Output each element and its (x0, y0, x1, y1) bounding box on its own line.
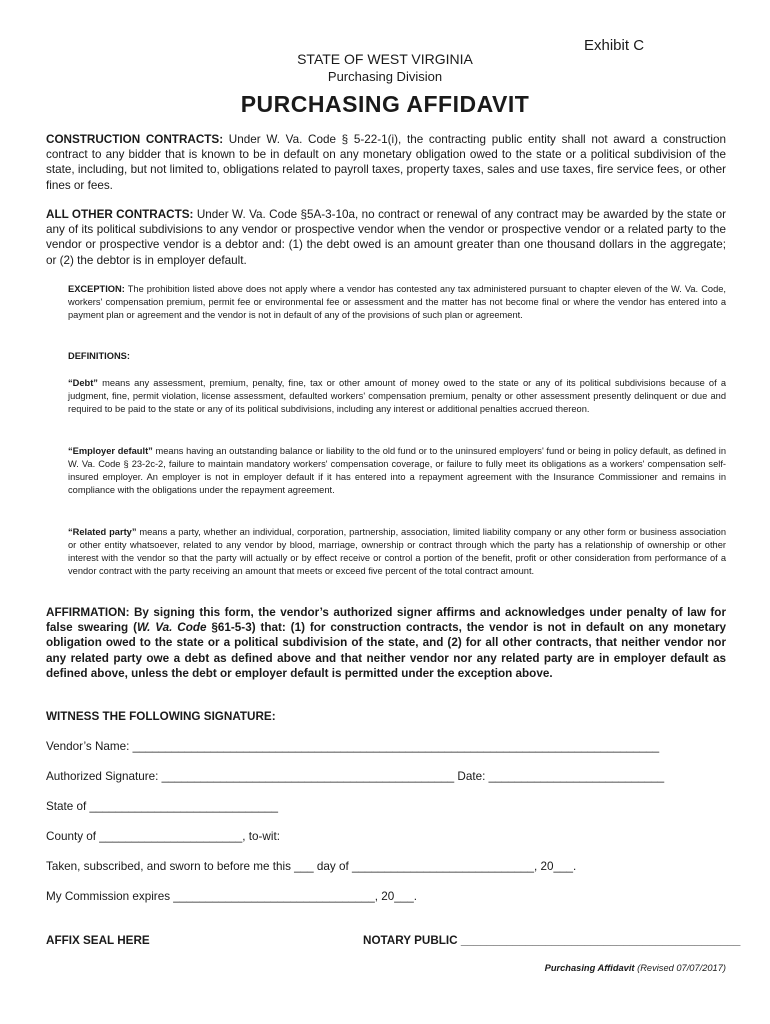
other-contracts-paragraph (46, 207, 726, 268)
notary-public-label: NOTARY PUBLIC ___________________________________________ (363, 934, 741, 947)
definitions-heading: DEFINITIONS: (68, 351, 130, 361)
related-party-text: means a party, whether an individual, corporation, partnership, association, limited liability company or any other form or business association or other entity whatsoever, related to any vendor by blood, marriage, ownership or contract through which the party has a relationship of ownership or other interest with the vendor so that the party will actually or by effect receive or control a portion of the benefit, profit or other consideration from performance of a vendor contract with the party receiving an amount that meets or exceed five percent of the total contract amount. (68, 527, 726, 576)
affirmation-part1: AFFIRMATION: By signing this form, the vendor’s authorized signer affirms and acknowledges under penalty of law for false swearing ( (46, 606, 726, 635)
other-contracts-text: Under W. Va. Code §5A-3-10a, no contract or renewal of any contract may be awarded by the state or any of its political subdivisions to any vendor or prospective vendor when the vendor or prospective vendor or a related party to the vendor or prospective vendor is a debtor and: (1) the debt owed is an amount greater than one thousand dollars in the aggregate; or (2) the debtor is in employer default. (46, 208, 726, 267)
county-of-field[interactable]: County of ______________________, to-wit: (46, 830, 280, 843)
construction-contracts-label: CONSTRUCTION CONTRACTS: (46, 133, 224, 146)
page-title: PURCHASING AFFIDAVIT (240, 91, 530, 117)
other-contracts-label: ALL OTHER CONTRACTS: (46, 208, 194, 221)
state-of-field[interactable]: State of _____________________________ (46, 800, 279, 813)
authorized-signature-field[interactable]: Authorized Signature: _____________________________________________ Date: ___________________________ (46, 770, 665, 783)
employer-default-text: means having an outstanding balance or liability to the old fund or to the uninsured employers' fund or being in policy default, as defined in W. Va. Code § 23-2c-2, failure to maintain mandatory workers' compensation coverage, or failure to fully meet its obligations as a workers' compensation self-insured employer. An employer is not in employer default if it has entered into a repayment agreement with the Insurance Commissioner and remains in compliance with the obligations under the repayment agreement. (68, 446, 726, 495)
construction-contracts-paragraph (46, 132, 726, 193)
affirmation-paragraph (46, 605, 726, 681)
debt-term: “Debt” (68, 378, 98, 388)
employer-default-definition (68, 445, 726, 497)
related-party-definition (68, 526, 726, 578)
exception-text: The prohibition listed above does not apply where a vendor has contested any tax administered pursuant to chapter eleven of the W. Va. Code, workers' compensation premium, permit fee or environmental fee or assessment and the matter has not become final or where the vendor has entered into a payment plan or agreement and the vendor is not in default of any of the provisions of such plan or agreement. (68, 284, 726, 320)
debt-definition (68, 377, 726, 416)
exception-paragraph (68, 283, 726, 322)
employer-default-term: “Employer default” (68, 446, 153, 456)
footer-revision (545, 963, 726, 973)
exception-label: EXCEPTION: (68, 284, 125, 294)
sworn-date-field[interactable]: Taken, subscribed, and sworn to before me this ___ day of ____________________________, 20___. (46, 860, 577, 873)
related-party-term: “Related party” (68, 527, 137, 537)
debt-text: means any assessment, premium, penalty, fine, tax or other amount of money owed to the state or any of its political subdivisions because of a judgment, fine, permit violation, license assessment, defaulted workers' compensation premium, penalty or other assessment presently delinquent or due and required to be paid to the state or any of its political subdivisions, including any interest or additional penalties accrued thereon. (68, 378, 726, 414)
affirmation-code: W. Va. Code (136, 621, 207, 635)
division-heading: Purchasing Division (327, 69, 443, 84)
affix-seal-label: AFFIX SEAL HERE (46, 934, 150, 947)
vendor-name-field[interactable]: Vendor’s Name: _________________________________________________________________________________ (46, 740, 660, 753)
state-heading: STATE OF WEST VIRGINIA (297, 51, 473, 67)
commission-expires-field[interactable]: My Commission expires _______________________________, 20___. (46, 890, 418, 903)
affirmation-part2: §61-5-3) that: (1) for construction contracts, the vendor is not in default on any monetary obligation owed to the state or a political subdivision of the state, and (2) for all other contracts, that neither vendor nor any related party owe a debt as defined above and that neither vendor nor any related party are in employer default as defined above, unless the debt or employer default is permitted under the exception above. (46, 621, 726, 680)
footer-title: Purchasing Affidavit (544, 963, 635, 973)
exhibit-label: Exhibit C (584, 37, 645, 54)
construction-contracts-text: Under W. Va. Code § 5-22-1(i), the contracting public entity shall not award a construction contract to any bidder that is known to be in default on any monetary obligation owed to the state or a political subdivision of the state, including, but not limited to, obligations related to payroll taxes, property taxes, sales and use taxes, fire service fees, or other fines or fees. (46, 133, 726, 192)
notary-public-field[interactable] (363, 934, 740, 947)
signature-heading: WITNESS THE FOLLOWING SIGNATURE: (46, 710, 276, 723)
footer-revised: (Revised 07/07/2017) (634, 963, 726, 973)
